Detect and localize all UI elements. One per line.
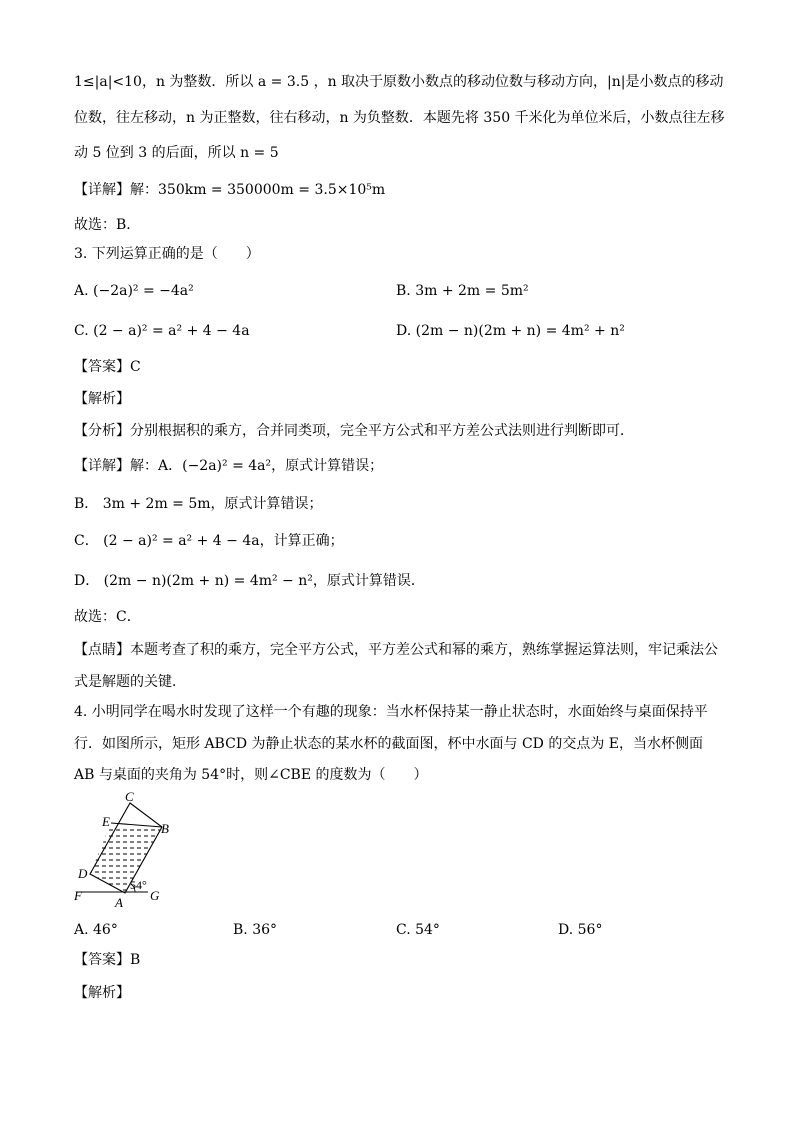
angle-label: 54° [130,878,147,892]
q2-choice: 故选：B． [74,217,141,233]
q4-option-a: A. 46° [74,922,118,938]
q3-comment-line-2: 式是解题的关键． [74,674,186,690]
intro-line-3: 动 5 位到 3 的后面，所以 n = 5 [74,145,279,161]
q3-option-b: B. 3m + 2m = 5m² [396,283,529,299]
q3-detail-a: 【详解】解：A．(−2a)² = 4a²，原式计算错误； [74,458,384,474]
label-c: C [125,790,134,804]
q3-analysis-tag: 【解析】 [74,391,130,407]
q3-detail-b: B． 3m + 2m = 5m，原式计算错误； [74,496,323,512]
q4-stem-line-3: AB 与桌面的夹角为 54°时，则∠CBE 的度数为（ ） [74,767,428,783]
q3-option-d: D. (2m − n)(2m + n) = 4m² + n² [396,323,625,339]
water-hatching [88,830,168,890]
label-b: B [161,821,169,836]
q3-option-a: A. (−2a)² = −4a² [74,283,194,299]
q3-option-c: C. (2 − a)² = a² + 4 − 4a [74,323,250,339]
label-a: A [115,895,123,908]
q4-answer: 【答案】B [74,952,141,968]
q4-option-d: D. 56° [558,922,603,938]
q3-comment-line-1: 【点睛】本题考查了积的乘方，完全平方公式，平方差公式和幂的乘方，熟练掌握运算法则，牢记乘法公 [74,642,718,658]
label-g: G [150,888,160,903]
q4-analysis-tag: 【解析】 [74,985,130,1001]
q3-detail-d: D． (2m − n)(2m + n) = 4m² − n²，原式计算错误． [74,573,425,589]
water-surface-eb [111,823,162,827]
q4-stem-line-1: 4. 小明同学在喝水时发现了这样一个有趣的现象：当水杯保持某一静止状态时，水面始终与桌面保持平 [74,704,708,720]
q3-stem: 3. 下列运算正确的是（ ） [74,246,260,262]
q3-choice: 故选：C． [74,609,141,625]
q4-option-b: B. 36° [233,922,278,938]
intro-line-2: 位数，往左移动，n 为正整数，往右移动，n 为负整数．本题先将 350 千米化为单位米后，小数点往左移 [74,110,725,126]
q4-stem-line-2: 行．如图所示，矩形 ABCD 为静止状态的某水杯的截面图，杯中水面与 CD 的交点为 E，当水杯侧面 [74,736,703,752]
label-f: F [74,888,82,903]
q3-analysis: 【分析】分别根据积的乘方，合并同类项，完全平方公式和平方差公式法则进行判断即可． [74,423,634,439]
q3-detail-c: C． (2 − a)² = a² + 4 − 4a，计算正确； [74,533,344,549]
label-d: D [78,866,88,881]
intro-line-1: 1≤|a|<10，n 为整数．所以 a = 3.5 ，n 取决于原数小数点的移动位数与移动方向，|n|是小数点的移动 [74,74,724,90]
label-e: E [102,814,110,829]
q3-answer: 【答案】C [74,359,141,375]
q4-option-c: C. 54° [396,922,440,938]
cup-cross-section-figure [68,790,178,908]
q2-detail: 【详解】解：350km = 350000m = 3.5×10⁵m [74,182,386,198]
